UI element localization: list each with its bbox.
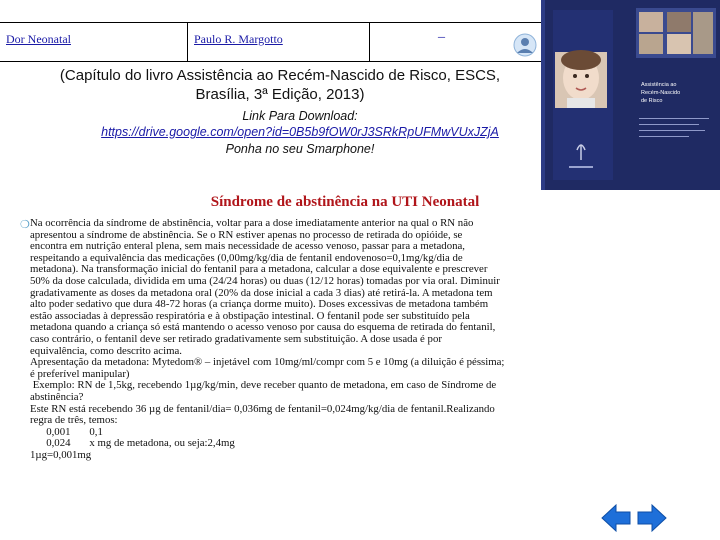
book-chapter-subtitle bbox=[30, 66, 530, 104]
body-line: metadona quando a criança só está mantendo o acesso venoso por causa do esquema de retirada do fentanil, bbox=[30, 321, 496, 334]
book-cover-image bbox=[541, 0, 720, 190]
header-dash: _ bbox=[438, 25, 445, 40]
header-cell-dor bbox=[0, 23, 188, 61]
book-title-2: Recém-Nascido bbox=[641, 90, 681, 96]
book-title-3: de Risco bbox=[641, 98, 663, 104]
previous-slide-arrow-icon[interactable] bbox=[600, 502, 632, 534]
body-line: é preferível manipular) bbox=[30, 367, 130, 380]
book-title-1: Assistência ao bbox=[641, 82, 677, 88]
body-line: 50% da dose calculada, dividida em uma (24/24 horas) ou duas (12/12 horas) tomadas por via oral. Diminuir bbox=[30, 274, 500, 287]
body-line: caso contrário, o fentanil deve ser retirado gradativamente sem substituição. A dose usada é por bbox=[30, 332, 442, 345]
dor-neonatal-link[interactable]: Dor Neonatal bbox=[6, 32, 71, 46]
body-line: metadona). Na transformação inicial do fentanil para a metadona, calcular a dose equivalente e prescrever bbox=[30, 263, 488, 276]
next-slide-arrow-icon[interactable] bbox=[636, 502, 668, 534]
download-link[interactable]: https://drive.google.com/open?id=0B5b9fOW0rJ3SRkRpUFMwVUxJZjA bbox=[101, 125, 499, 139]
download-label: Link Para Download: bbox=[242, 109, 358, 123]
body-line: 1µg=0,001mg bbox=[30, 448, 92, 461]
bullet-icon: ❍ bbox=[20, 219, 30, 231]
body-line: Exemplo: RN de 1,5kg, recebendo 1µg/kg/min, deve receber quanto de metadona, em caso de Síndrome de bbox=[30, 379, 497, 392]
download-note: Ponha no seu Smarphone! bbox=[225, 142, 375, 156]
header-table bbox=[0, 22, 545, 62]
user-globe-icon bbox=[512, 32, 538, 58]
body-line: abstinência? bbox=[30, 390, 84, 403]
section-title: Síndrome de abstinência na UTI Neonatal bbox=[210, 194, 480, 210]
body-line: 0,001 0,1 bbox=[30, 425, 103, 438]
header-cell-author bbox=[188, 23, 370, 61]
body-line: Apresentação da metadona: Mytedom® – injetável com 10mg/ml/compr com 5 e 10mg (a diluição é péssima; bbox=[30, 356, 505, 369]
body-line: regra de três, temos: bbox=[30, 414, 118, 427]
body-line: Este RN está recebendo 36 µg de fentanil/dia= 0,036mg de fentanil=0,024mg/kg/dia de fentanil.Realizando bbox=[30, 402, 495, 415]
body-line: 0,024 x mg de metadona, ou seja:2,4mg bbox=[30, 437, 235, 450]
body-line: respeitando a equivalência das medicações (0,00mg/kg/dia de fentanil endovenoso=0,1mg/kg/dia de bbox=[30, 251, 463, 264]
body-line: gradativamente as doses da metadona oral (20% da dose inicial a cada 3 dias) até retirá-la. A metadona tem bbox=[30, 286, 493, 299]
body-line: encontra em nutrição enteral plena, sem mais necessidade de acesso venoso, passar para a metadona, bbox=[30, 240, 465, 253]
body-text bbox=[30, 218, 670, 461]
body-line: apresentou a síndrome de abstinência. Se o RN estiver apenas no processo de retirada do opióide, se bbox=[30, 228, 463, 241]
subtitle-line-2: Brasília, 3ª Edição, 2013) bbox=[195, 86, 365, 103]
book-left-panel bbox=[553, 10, 613, 180]
author-link[interactable]: Paulo R. Margotto bbox=[194, 32, 283, 46]
body-line: estão associadas à depressão respiratória e à obstipação intestinal. O fentanil pode ser substituído pela bbox=[30, 309, 470, 322]
subtitle-line-1: (Capítulo do livro Assistência ao Recém-Nascido de Risco, ESCS, bbox=[59, 67, 501, 84]
body-line: equivalência, como descrito acima. bbox=[30, 344, 182, 357]
body-line: Na ocorrência da síndrome de abstinência, voltar para a dose imediatamente anterior na qual o RN não bbox=[30, 217, 474, 229]
body-line: alto poder sedativo que dura 48-72 horas (a criança dorme muito). Doses excessivas de metadona também bbox=[30, 298, 489, 311]
